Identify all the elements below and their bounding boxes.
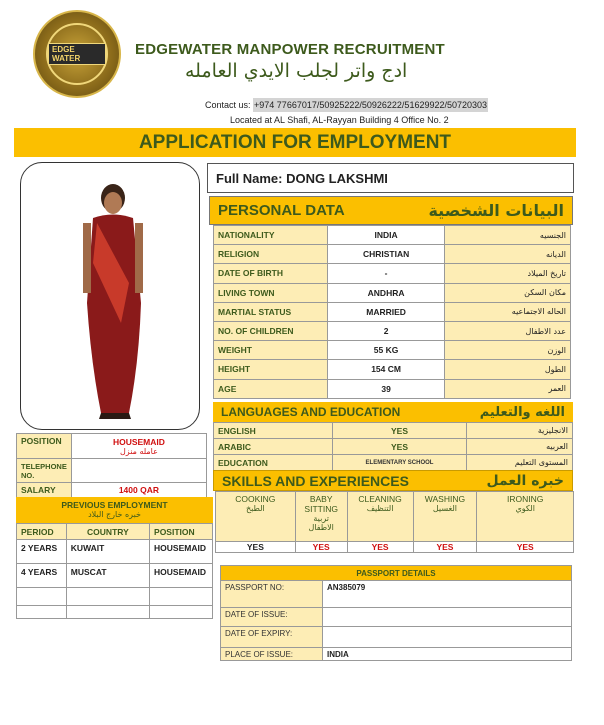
position-table [16, 433, 207, 498]
personal-label: HEIGHT [214, 360, 328, 379]
personal-label-ar: الحاله الاجتماعيه [445, 302, 571, 321]
languages-table [213, 422, 573, 471]
personal-row [214, 245, 571, 264]
passport-row [221, 581, 572, 608]
previous-cell [150, 588, 213, 606]
language-row [214, 423, 573, 439]
skill-name-ar: التنظيف [366, 504, 394, 513]
personal-label-ar: الجنسيه [445, 226, 571, 245]
personal-row [214, 226, 571, 245]
previous-cell [66, 588, 149, 606]
page-title: APPLICATION FOR EMPLOYMENT [14, 128, 576, 157]
passport-value: AN385079 [323, 581, 572, 608]
personal-row [214, 321, 571, 340]
skill-name-ar: الطبخ [245, 504, 265, 513]
language-value: YES [332, 423, 467, 439]
language-label-ar: المستوى التعليم [467, 455, 573, 471]
passport-table [220, 565, 572, 661]
language-row [214, 455, 573, 471]
previous-cell: 4 YEARS [17, 564, 67, 588]
personal-label: NATIONALITY [214, 226, 328, 245]
personal-label-ar: عدد الاطفال [445, 321, 571, 340]
previous-employment-header [16, 497, 213, 523]
language-label: ARABIC [214, 439, 333, 455]
previous-cell: KUWAIT [66, 540, 149, 564]
personal-row [214, 341, 571, 360]
previous-cell: MUSCAT [66, 564, 149, 588]
personal-title-en: PERSONAL DATA [218, 202, 345, 219]
personal-label-ar: الوزن [445, 341, 571, 360]
position-label: POSITION [17, 434, 72, 459]
contact-label: Contact us: [205, 100, 254, 110]
person-photo-icon [21, 163, 200, 430]
passport-row [221, 608, 572, 627]
personal-data-header [209, 196, 573, 225]
previous-employment-table [16, 523, 213, 619]
passport-row [221, 627, 572, 648]
previous-cell [66, 606, 149, 619]
passport-label: DATE OF EXPIRY: [221, 627, 323, 648]
skill-value: YES [295, 542, 347, 553]
language-label: ENGLISH [214, 423, 333, 439]
personal-value: 154 CM [327, 360, 445, 379]
position-value-cell [71, 434, 206, 459]
logo-text: EDGE WATER [48, 43, 106, 65]
skill-heading [216, 492, 296, 542]
personal-label-ar: العمر [445, 379, 571, 398]
passport-label: PLACE OF ISSUE: [221, 648, 323, 661]
languages-title-en: LANGUAGES AND EDUCATION [221, 405, 401, 419]
passport-header: PASSPORT DETAILS [221, 566, 572, 581]
personal-title-ar: البيانات الشخصية [428, 201, 564, 220]
personal-label-ar: الطول [445, 360, 571, 379]
salary-label: SALARY [17, 483, 72, 498]
personal-label: LIVING TOWN [214, 283, 328, 302]
previous-title-en: PREVIOUS EMPLOYMENT [61, 500, 168, 510]
passport-label: PASSPORT NO: [221, 581, 323, 608]
skill-name: IRONING [507, 494, 544, 504]
personal-value: ANDHRA [327, 283, 445, 302]
company-logo [33, 10, 121, 98]
language-label: EDUCATION [214, 455, 333, 471]
previous-row [17, 564, 213, 588]
contact-line [205, 100, 488, 110]
skill-value: YES [216, 542, 296, 553]
skill-heading [295, 492, 347, 542]
skill-name: WASHING [424, 494, 466, 504]
personal-label: DATE OF BIRTH [214, 264, 328, 283]
personal-value: - [327, 264, 445, 283]
personal-row [214, 360, 571, 379]
position-value-ar: عامله منزل [119, 446, 158, 456]
skill-name-ar: الغسيل [432, 504, 458, 513]
personal-value: INDIA [327, 226, 445, 245]
company-name-en: EDGEWATER MANPOWER RECRUITMENT [135, 41, 445, 58]
skills-table [215, 491, 574, 553]
personal-row [214, 379, 571, 398]
passport-value [323, 627, 572, 648]
languages-header [213, 402, 573, 422]
personal-label: AGE [214, 379, 328, 398]
previous-title-ar: خبره خارج البلاد [88, 510, 141, 519]
passport-value [323, 608, 572, 627]
skills-value-row [216, 542, 574, 553]
company-name-ar: ادج واتر لجلب الايدي العامله [185, 60, 408, 82]
previous-row [17, 540, 213, 564]
previous-cell: HOUSEMAID [150, 564, 213, 588]
personal-label-ar: مكان السكن [445, 283, 571, 302]
passport-row [221, 648, 572, 661]
previous-cell: HOUSEMAID [150, 540, 213, 564]
personal-label: RELIGION [214, 245, 328, 264]
previous-cell: 2 YEARS [17, 540, 67, 564]
skills-header [213, 470, 573, 491]
personal-row [214, 264, 571, 283]
personal-label: NO. OF CHILDREN [214, 321, 328, 340]
passport-value: INDIA [323, 648, 572, 661]
skill-name-ar: تربية الاطفال [308, 514, 334, 532]
previous-row [17, 606, 213, 619]
language-value: ELEMENTARY SCHOOL [332, 455, 467, 471]
previous-column-header: COUNTRY [66, 524, 149, 540]
position-value: HOUSEMAID [112, 436, 165, 447]
skill-heading [413, 492, 477, 542]
full-name: Full Name: DONG LAKSHMI [207, 163, 574, 193]
telephone-label: TELEPHONE NO. [17, 459, 72, 483]
language-row [214, 439, 573, 455]
personal-value: CHRISTIAN [327, 245, 445, 264]
personal-value: 2 [327, 321, 445, 340]
skills-title-en: SKILLS AND EXPERIENCES [222, 472, 409, 489]
skill-heading [347, 492, 413, 542]
personal-label-ar: الديانه [445, 245, 571, 264]
previous-cell [150, 606, 213, 619]
personal-value: 39 [327, 379, 445, 398]
personal-row [214, 302, 571, 321]
applicant-photo [20, 162, 200, 430]
skill-value: YES [413, 542, 477, 553]
previous-column-header: POSITION [150, 524, 213, 540]
languages-title-ar: اللغه والتعليم [479, 404, 565, 420]
skill-heading [477, 492, 574, 542]
skill-name: BABY SITTING [304, 494, 338, 514]
previous-cell [17, 606, 67, 619]
skills-header-row [216, 492, 574, 542]
personal-label: WEIGHT [214, 341, 328, 360]
personal-label-ar: تاريخ الميلاد [445, 264, 571, 283]
location: Located at AL Shafi, AL-Rayyan Building 4 Office No. 2 [230, 115, 449, 125]
previous-columns-row [17, 524, 213, 540]
language-label-ar: الانجليزية [467, 423, 573, 439]
skill-value: YES [347, 542, 413, 553]
previous-row [17, 588, 213, 606]
salary-value: 1400 QAR [71, 483, 206, 498]
personal-data-table [213, 225, 571, 399]
skill-name: COOKING [235, 494, 276, 504]
skills-title-ar: خبره العمل [486, 472, 564, 489]
contact-numbers: +974 77667017/50925222/50926222/51629922/50720303 [254, 100, 488, 110]
personal-label: MARTIAL STATUS [214, 302, 328, 321]
personal-value: 55 KG [327, 341, 445, 360]
language-value: YES [332, 439, 467, 455]
skill-name: CLEANING [358, 494, 402, 504]
previous-cell [17, 588, 67, 606]
passport-label: DATE OF ISSUE: [221, 608, 323, 627]
skill-value: YES [477, 542, 574, 553]
skill-name-ar: الكوي [515, 504, 535, 513]
previous-column-header: PERIOD [17, 524, 67, 540]
personal-value: MARRIED [327, 302, 445, 321]
personal-row [214, 283, 571, 302]
language-label-ar: العربيه [467, 439, 573, 455]
telephone-value [71, 459, 206, 483]
